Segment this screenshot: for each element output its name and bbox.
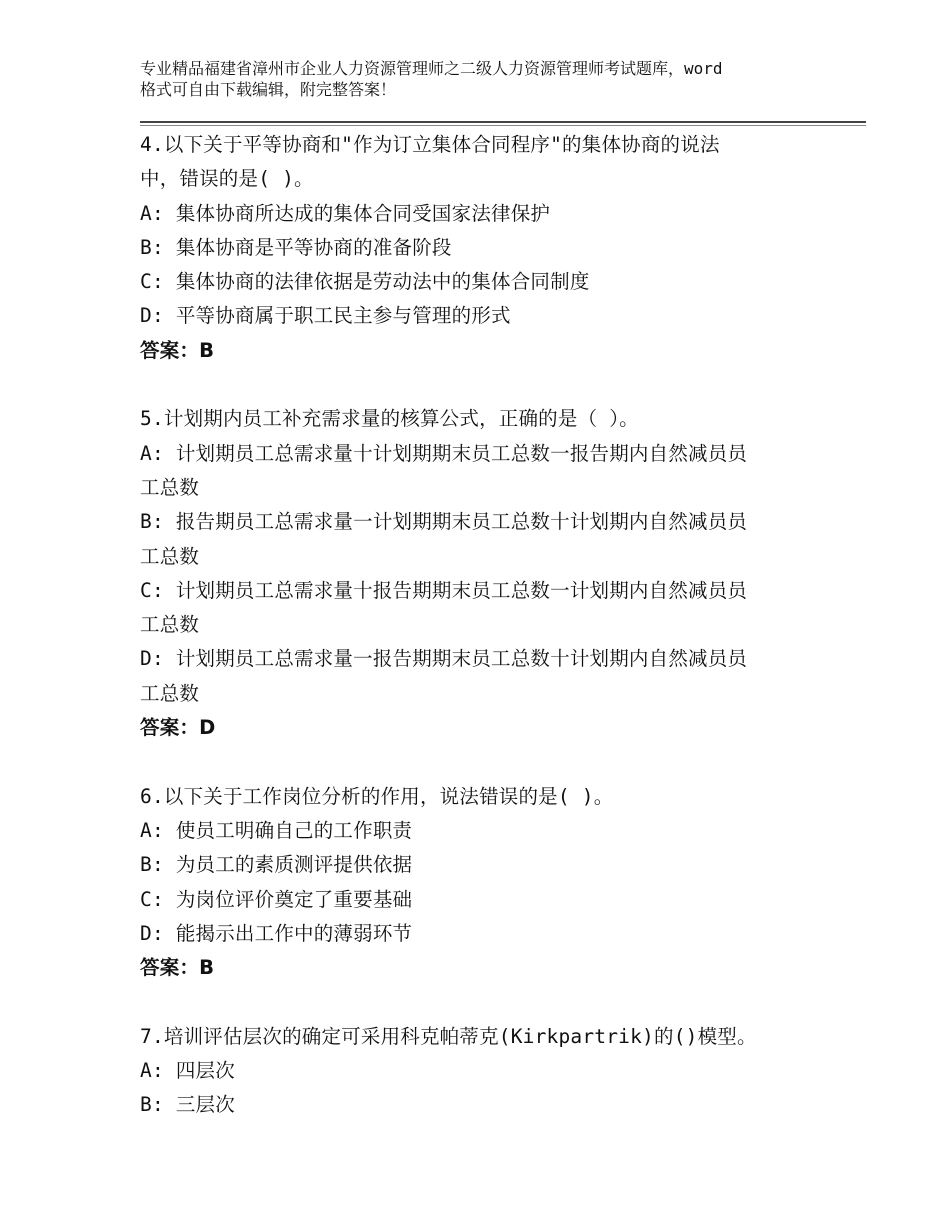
option-d: D: 计划期员工总需求量一报告期期末员工总数十计划期内自然减员员 bbox=[140, 647, 748, 671]
question-stem-line: 6.以下关于工作岗位分析的作用，说法错误的是( )。 bbox=[140, 784, 614, 808]
question-spacer bbox=[140, 745, 820, 779]
option-a: A: 集体协商所达成的集体合同受国家法律保护 bbox=[140, 201, 551, 225]
question-stem-line: 7.培训评估层次的确定可采用科克帕蒂克(Kirkpartrik)的()模型。 bbox=[140, 1024, 757, 1048]
option-c: C: 集体协商的法律依据是劳动法中的集体合同制度 bbox=[140, 270, 590, 294]
question-stem-line: 中，错误的是( )。 bbox=[140, 167, 314, 191]
answer-label: 答案：D bbox=[140, 716, 216, 740]
option-d-continued: 工总数 bbox=[140, 681, 200, 705]
option-a: A: 计划期员工总需求量十计划期期末员工总数一报告期内自然减员员 bbox=[140, 441, 748, 465]
header-line-1: 专业精品福建省漳州市企业人力资源管理师之二级人力资源管理师考试题库，word bbox=[140, 59, 723, 78]
question-spacer bbox=[140, 368, 820, 402]
header-line-2: 格式可自由下载编辑，附完整答案！ bbox=[140, 80, 397, 99]
option-b: B: 三层次 bbox=[140, 1093, 235, 1117]
header-rule-thick bbox=[140, 121, 866, 123]
question-6 bbox=[140, 780, 820, 986]
question-stem-line: 5.计划期内员工补充需求量的核算公式，正确的是（ ）。 bbox=[140, 407, 639, 431]
question-stem-line: 4.以下关于平等协商和"作为订立集体合同程序"的集体协商的说法 bbox=[140, 133, 720, 156]
option-b-continued: 工总数 bbox=[140, 544, 200, 568]
option-c: C: 为岗位评价奠定了重要基础 bbox=[140, 887, 413, 911]
answer-label: 答案：B bbox=[140, 338, 215, 362]
header-rule-thin bbox=[140, 125, 866, 126]
option-d: D: 平等协商属于职工民主参与管理的形式 bbox=[140, 304, 511, 328]
answer-label: 答案：B bbox=[140, 956, 215, 980]
page-header bbox=[140, 58, 840, 100]
option-b: B: 报告期员工总需求量一计划期期末员工总数十计划期内自然减员员 bbox=[140, 510, 748, 534]
question-5 bbox=[140, 402, 820, 745]
question-4 bbox=[140, 128, 820, 368]
question-list bbox=[140, 128, 820, 1123]
option-b: B: 为员工的素质测评提供依据 bbox=[140, 853, 413, 877]
option-b: B: 集体协商是平等协商的准备阶段 bbox=[140, 235, 452, 259]
option-a-continued: 工总数 bbox=[140, 475, 200, 499]
option-a: A: 使员工明确自己的工作职责 bbox=[140, 818, 413, 842]
option-a: A: 四层次 bbox=[140, 1059, 235, 1083]
option-c-continued: 工总数 bbox=[140, 613, 200, 637]
question-7 bbox=[140, 1020, 820, 1123]
option-c: C: 计划期员工总需求量十报告期期末员工总数一计划期内自然减员员 bbox=[140, 578, 748, 602]
question-spacer bbox=[140, 985, 820, 1019]
option-d: D: 能揭示出工作中的薄弱环节 bbox=[140, 921, 413, 945]
